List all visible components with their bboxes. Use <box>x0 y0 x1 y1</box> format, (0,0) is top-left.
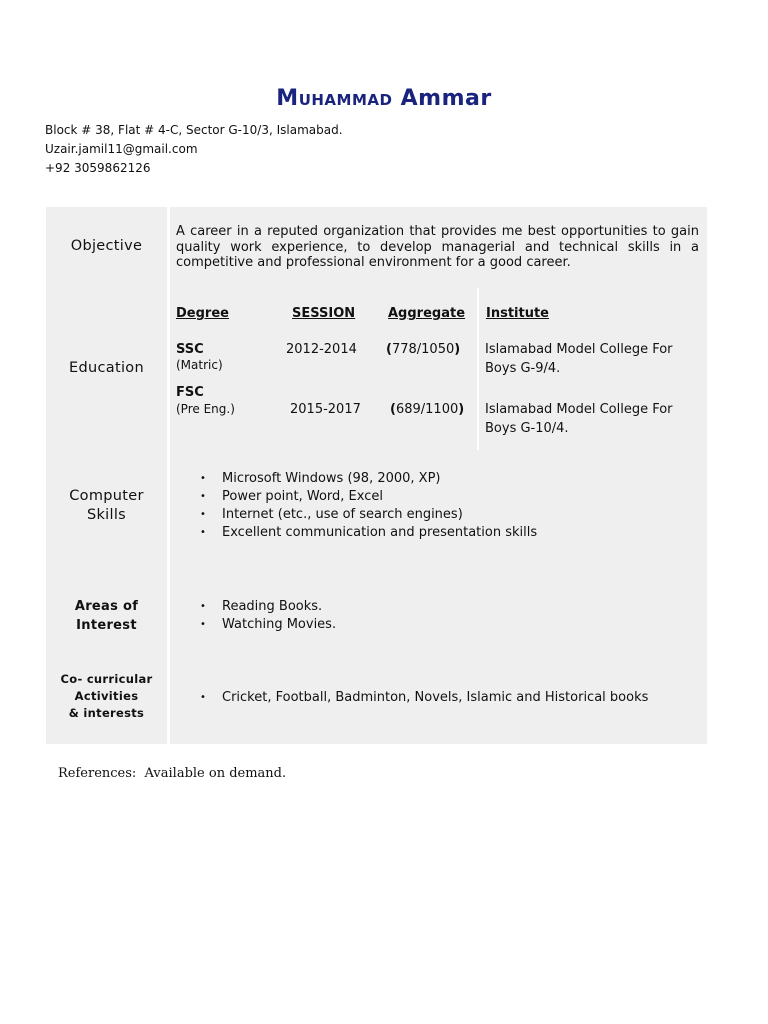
session-header: SESSION <box>292 306 356 321</box>
session-ssc: 2012-2014 <box>286 342 357 357</box>
degree-ssc: SSC <box>176 342 204 357</box>
degree-header: Degree <box>176 306 229 321</box>
institute-header: Institute <box>486 306 550 321</box>
institute-fsc: Islamabad Model College For Boys G-10/4. <box>485 402 673 436</box>
list-item: • Reading Books. <box>198 598 336 616</box>
list-item: • Internet (etc., use of search engines) <box>198 506 537 524</box>
list-item: • Microsoft Windows (98, 2000, XP) <box>198 470 537 488</box>
areas-of-interest-label: Areas of Interest <box>74 599 139 633</box>
column-divider <box>167 207 170 744</box>
email: Uzair.jamil11@gmail.com <box>45 142 198 156</box>
education-label: Education <box>69 360 144 376</box>
last-name: Ammar <box>400 86 492 111</box>
objective-text: A career in a reputed organization that provides me best opportunities to gain quality work experience, to develop managerial and technical skills in a competitive and professional environment for a good career. <box>176 224 699 270</box>
phone: +92 3059862126 <box>45 161 151 175</box>
degree-ssc-detail: (Matric) <box>176 358 223 372</box>
first-name: Muhammad <box>276 86 393 111</box>
institute-ssc: Islamabad Model College For Boys G-9/4. <box>485 342 673 376</box>
resume-name <box>0 86 768 111</box>
co-curricular-list <box>198 689 668 706</box>
list-item: • Excellent communication and presentation skills <box>198 524 537 542</box>
references: References: Available on demand. <box>58 766 287 781</box>
session-fsc: 2015-2017 <box>290 402 361 417</box>
education-divider <box>477 288 479 450</box>
list-item: • Cricket, Football, Badminton, Novels, Islamic and Historical books <box>198 689 668 706</box>
co-curricular-label: Co- curricular Activities & interests <box>60 672 153 720</box>
areas-of-interest-list <box>198 598 336 634</box>
computer-skills-label: Computer Skills <box>69 488 144 523</box>
list-item: • Watching Movies. <box>198 616 336 634</box>
degree-fsc: FSC <box>176 385 204 400</box>
aggregate-fsc: (689/1100) <box>390 402 465 417</box>
address: Block # 38, Flat # 4-C, Sector G-10/3, Islamabad. <box>45 123 343 137</box>
list-item: • Power point, Word, Excel <box>198 488 537 506</box>
aggregate-ssc: (778/1050) <box>386 342 461 357</box>
computer-skills-list <box>198 470 537 542</box>
objective-label: Objective <box>70 238 143 254</box>
aggregate-header: Aggregate <box>388 306 466 321</box>
degree-fsc-detail: (Pre Eng.) <box>176 402 235 416</box>
